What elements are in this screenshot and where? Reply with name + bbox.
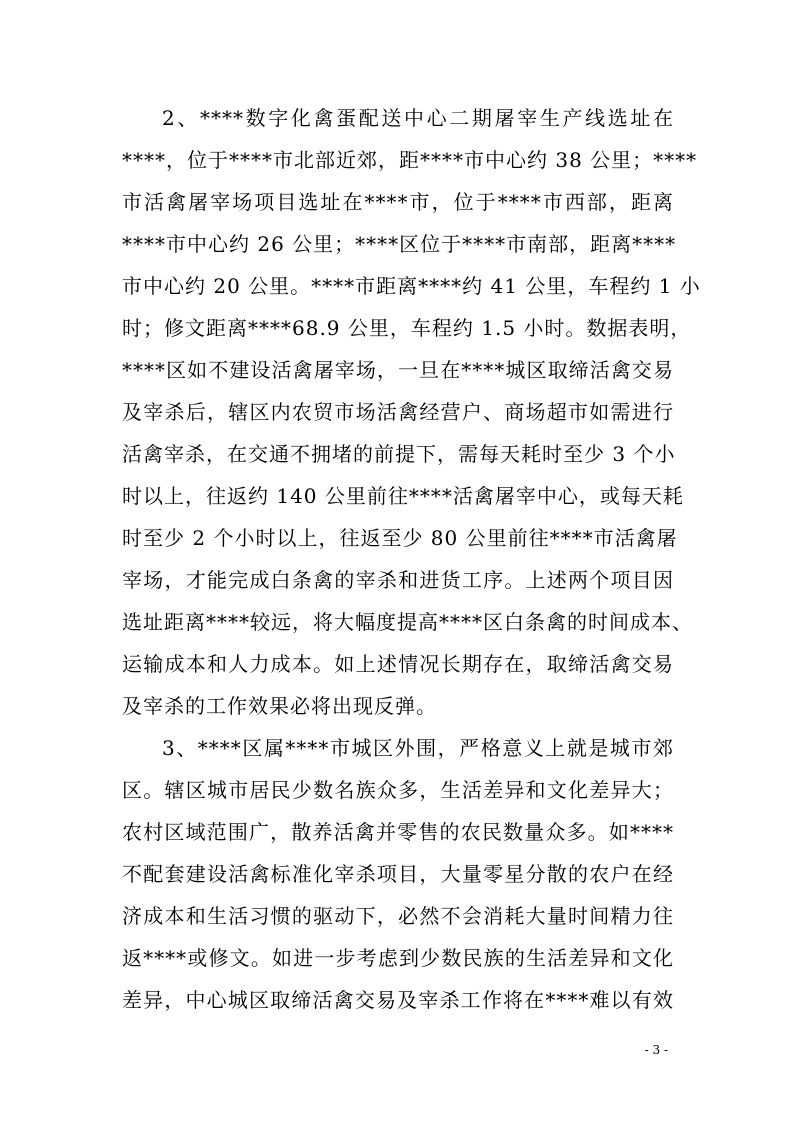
paragraph-line: 2、****数字化禽蛋配送中心二期屠宰生产线选址在: [162, 106, 674, 130]
paragraph-line: 选址距离****较远，将大幅度提高****区白条禽的时间成本、: [122, 610, 693, 634]
paragraph-line: ****，位于****市北部近郊，距****市中心约 38 公里；****: [122, 148, 698, 172]
paragraph-line: 时以上，往返约 140 公里前往****活禽屠宰中心，或每天耗: [122, 484, 684, 508]
page-number: - 3 -: [644, 1043, 668, 1057]
paragraph-line: 宰场，才能完成白条禽的宰杀和进货工序。上述两个项目因: [122, 568, 674, 592]
paragraph-line: 运输成本和人力成本。如上述情况长期存在，取缔活禽交易: [122, 652, 674, 676]
paragraph-line: 及宰杀的工作效果必将出现反弹。: [122, 694, 437, 718]
paragraph-line: 济成本和生活习惯的驱动下，必然不会消耗大量时间精力往: [122, 904, 674, 928]
paragraph-line: 时至少 2 个小时以上，往返至少 80 公里前往****市活禽屠: [122, 526, 678, 550]
paragraph-line: 返****或修文。如进一步考虑到少数民族的生活差异和文化: [122, 946, 674, 970]
paragraph-line: 及宰杀后，辖区内农贸市场活禽经营户、商场超市如需进行: [122, 400, 674, 424]
paragraph-line: 区。辖区城市居民少数名族众多，生活差异和文化差异大；: [122, 778, 674, 802]
paragraph-line: 市活禽屠宰场项目选址在****市，位于****市西部，距离: [122, 190, 674, 214]
paragraph-line: 差异，中心城区取缔活禽交易及宰杀工作将在****难以有效: [122, 988, 674, 1012]
paragraph-line: 时；修文距离****68.9 公里，车程约 1.5 小时。数据表明，: [122, 316, 692, 340]
paragraph-line: 活禽宰杀，在交通不拥堵的前提下，需每天耗时至少 3 个小: [122, 442, 676, 466]
paragraph-line: 3、****区属****市城区外围，严格意义上就是城市郊: [162, 736, 674, 760]
paragraph-line: 不配套建设活禽标准化宰杀项目，大量零星分散的农户在经: [122, 862, 674, 886]
paragraph-line: 市中心约 20 公里。****市距离****约 41 公里，车程约 1 小: [122, 274, 701, 298]
paragraph-line: 农村区域范围广，散养活禽并零售的农民数量众多。如****: [122, 820, 674, 844]
paragraph-line: ****区如不建设活禽屠宰场，一旦在****城区取缔活禽交易: [122, 358, 674, 382]
paragraph-line: ****市中心约 26 公里；****区位于****市南部，距离****: [122, 232, 677, 256]
